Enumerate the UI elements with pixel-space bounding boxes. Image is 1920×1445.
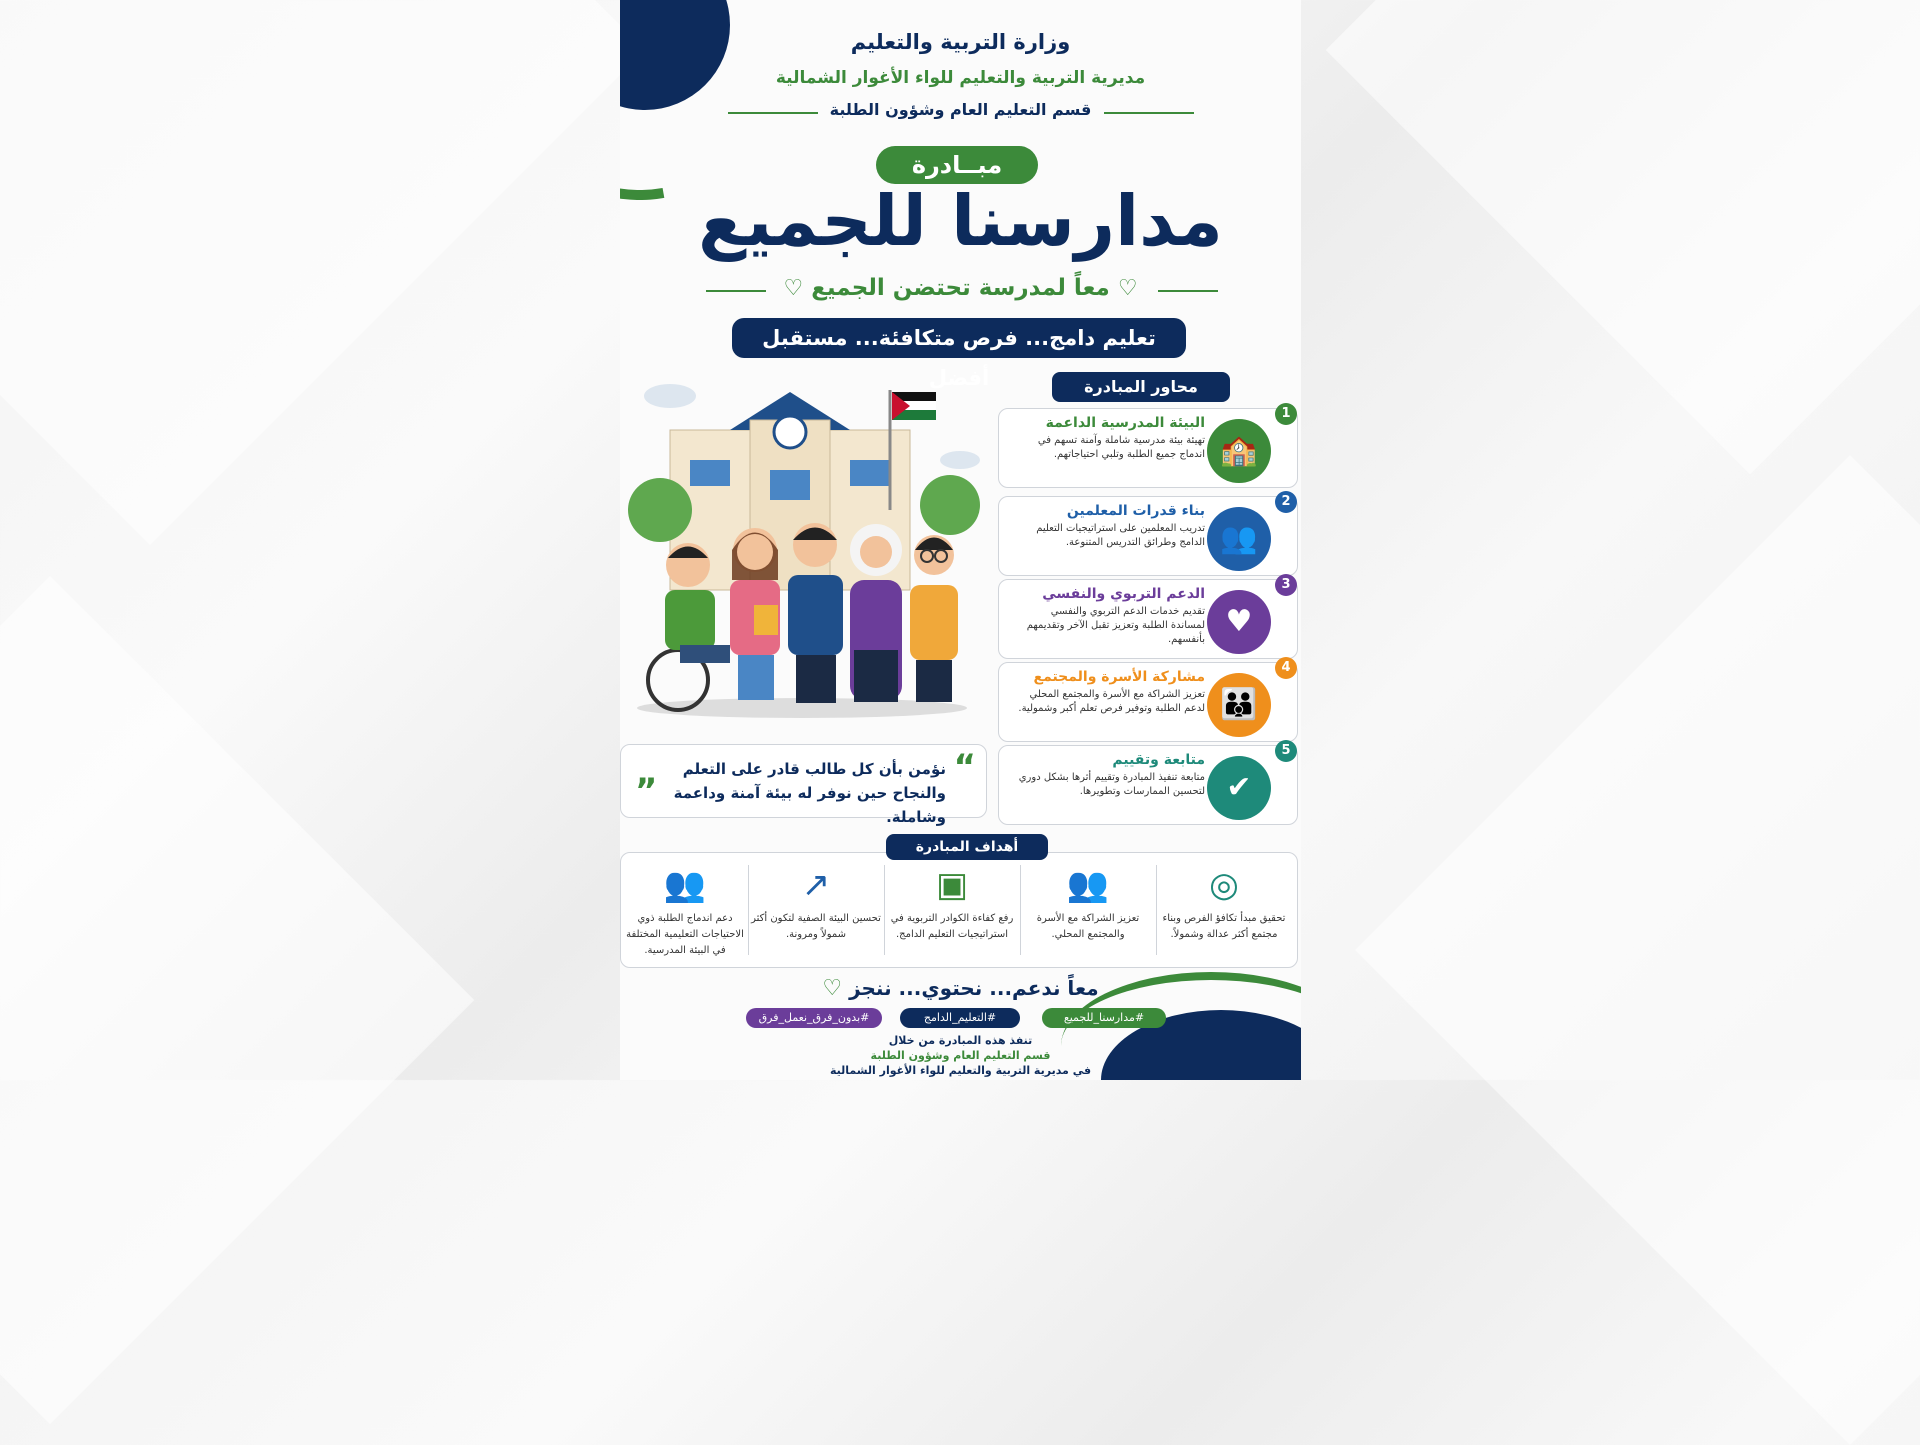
goal-text: تحسين البيئة الصفية لتكون أكثر شمولاً ومرونة. bbox=[751, 913, 881, 940]
initiative-label: مبــادرة bbox=[876, 146, 1038, 184]
axis-number: 1 bbox=[1275, 403, 1297, 425]
goal-item bbox=[625, 863, 745, 959]
axis-title: مشاركة الأسرة والمجتمع bbox=[1033, 669, 1205, 685]
growth-icon: ↗ bbox=[801, 865, 831, 905]
hashtag: #مدارسنا_للجميع bbox=[1042, 1008, 1166, 1028]
main-title: مدارسنا للجميع bbox=[698, 180, 1223, 262]
school-icon: 🏫 bbox=[1207, 419, 1271, 483]
heart-icon: ♡ bbox=[783, 276, 804, 301]
directorate-name: مديرية التربية والتعليم للواء الأغوار الشمالية bbox=[775, 68, 1146, 88]
axis-number: 3 bbox=[1275, 574, 1297, 596]
axis-desc: تدريب المعلمين على استراتيجيات التعليم الدامج وطرائق التدريس المتنوعة. bbox=[1036, 523, 1205, 548]
axis-desc: متابعة تنفيذ المبادرة وتقييم أثرها بشكل دوري لتحسين الممارسات وتطويرها. bbox=[1018, 772, 1205, 797]
quote-close-icon: ” bbox=[635, 771, 658, 811]
school-children-illustration bbox=[620, 380, 985, 725]
axis-number: 4 bbox=[1275, 657, 1297, 679]
target-icon: ◎ bbox=[1209, 865, 1239, 905]
together-slogan bbox=[620, 976, 1301, 1001]
goal-item bbox=[1023, 863, 1153, 943]
goal-item bbox=[751, 863, 881, 943]
quote-open-icon: “ bbox=[953, 747, 976, 787]
goal-text: تعزيز الشراكة مع الأسرة والمجتمع المحلي. bbox=[1036, 913, 1140, 940]
goals-box bbox=[620, 852, 1298, 968]
checklist-icon: ✔ bbox=[1207, 756, 1271, 820]
footer-line: قسم التعليم العام وشؤون الطلبة bbox=[870, 1049, 1051, 1062]
training-icon: ▣ bbox=[935, 865, 969, 905]
cloud-icon bbox=[940, 451, 980, 469]
goal-item bbox=[1159, 863, 1289, 943]
heart-hands-icon: ♥ bbox=[1207, 590, 1271, 654]
teacher-icon: 👥 bbox=[1207, 507, 1271, 571]
ministry-name: وزارة التربية والتعليم bbox=[850, 30, 1071, 54]
goal-text: تحقيق مبدأ تكافؤ الفرص وبناء مجتمع أكثر عدالة وشمولاً. bbox=[1162, 913, 1286, 940]
tagline: تعليم دامج... فرص متكافئة... مستقبل أفضل bbox=[732, 318, 1186, 358]
axis-title: بناء قدرات المعلمين bbox=[1066, 503, 1205, 519]
axis-card bbox=[998, 579, 1298, 659]
heart-icon: ♡ bbox=[1117, 276, 1138, 301]
axis-card bbox=[998, 496, 1298, 576]
poster bbox=[620, 0, 1301, 1080]
axis-card bbox=[998, 662, 1298, 742]
community-icon: 👥 bbox=[1066, 865, 1110, 905]
goal-text: دعم اندماج الطلبة ذوي الاحتياجات التعليمية المختلفة في البيئة المدرسية. bbox=[626, 913, 744, 956]
goals-title: أهداف المبادرة bbox=[886, 834, 1048, 860]
axis-desc: تعزيز الشراكة مع الأسرة والمجتمع المحلي لدعم الطلبة وتوفير فرص تعلم أكبر وشمولية. bbox=[1018, 689, 1205, 714]
together-text: معاً ندعم... نحتوي... ننجز bbox=[849, 976, 1099, 1000]
goal-text: رفع كفاءة الكوادر التربوية في استراتيجيات التعليم الدامج. bbox=[890, 913, 1014, 940]
axis-title: البيئة المدرسية الداعمة bbox=[1045, 415, 1205, 431]
subtitle-text: معاً لمدرسة تحتضن الجميع bbox=[811, 275, 1110, 301]
cloud-icon bbox=[644, 384, 696, 408]
subtitle bbox=[620, 275, 1301, 301]
hashtag: #بدون_فرق_نعمل_فرق bbox=[746, 1008, 882, 1028]
goal-item bbox=[887, 863, 1017, 943]
axis-title: متابعة وتقييم bbox=[1112, 752, 1205, 768]
quote-box bbox=[620, 744, 987, 826]
footer-line: تنفذ هذه المبادرة من خلال bbox=[888, 1034, 1033, 1047]
axis-desc: تقديم خدمات الدعم التربوي والنفسي لمساندة الطلبة وتعزيز تقبل الآخر وتقديمهم بأنفسهم. bbox=[1026, 606, 1205, 645]
axis-number: 5 bbox=[1275, 740, 1297, 762]
group-icon: 👥 bbox=[663, 865, 707, 905]
axis-title: الدعم التربوي والنفسي bbox=[1042, 586, 1205, 602]
heart-icon: ♡ bbox=[822, 976, 843, 1001]
axis-card bbox=[998, 745, 1298, 825]
department-name: قسم التعليم العام وشؤون الطلبة bbox=[829, 100, 1092, 119]
family-icon: 👪 bbox=[1207, 673, 1271, 737]
axis-number: 2 bbox=[1275, 491, 1297, 513]
axes-title: محاور المبادرة bbox=[1052, 372, 1230, 402]
clock-icon bbox=[774, 416, 806, 448]
axis-card bbox=[998, 408, 1298, 488]
axis-desc: تهيئة بيئة مدرسية شاملة وآمنة تسهم في اندماج جميع الطلبة وتلبي احتياجاتهم. bbox=[1037, 435, 1205, 460]
quote-text: نؤمن بأن كل طالب قادر على التعلم والنجاح حين نوفر له بيئة آمنة وداعمة وشاملة. bbox=[673, 760, 946, 826]
footer-line: في مديرية التربية والتعليم للواء الأغوار الشمالية bbox=[829, 1064, 1092, 1077]
hashtag: #التعليم_الدامج bbox=[900, 1008, 1020, 1028]
